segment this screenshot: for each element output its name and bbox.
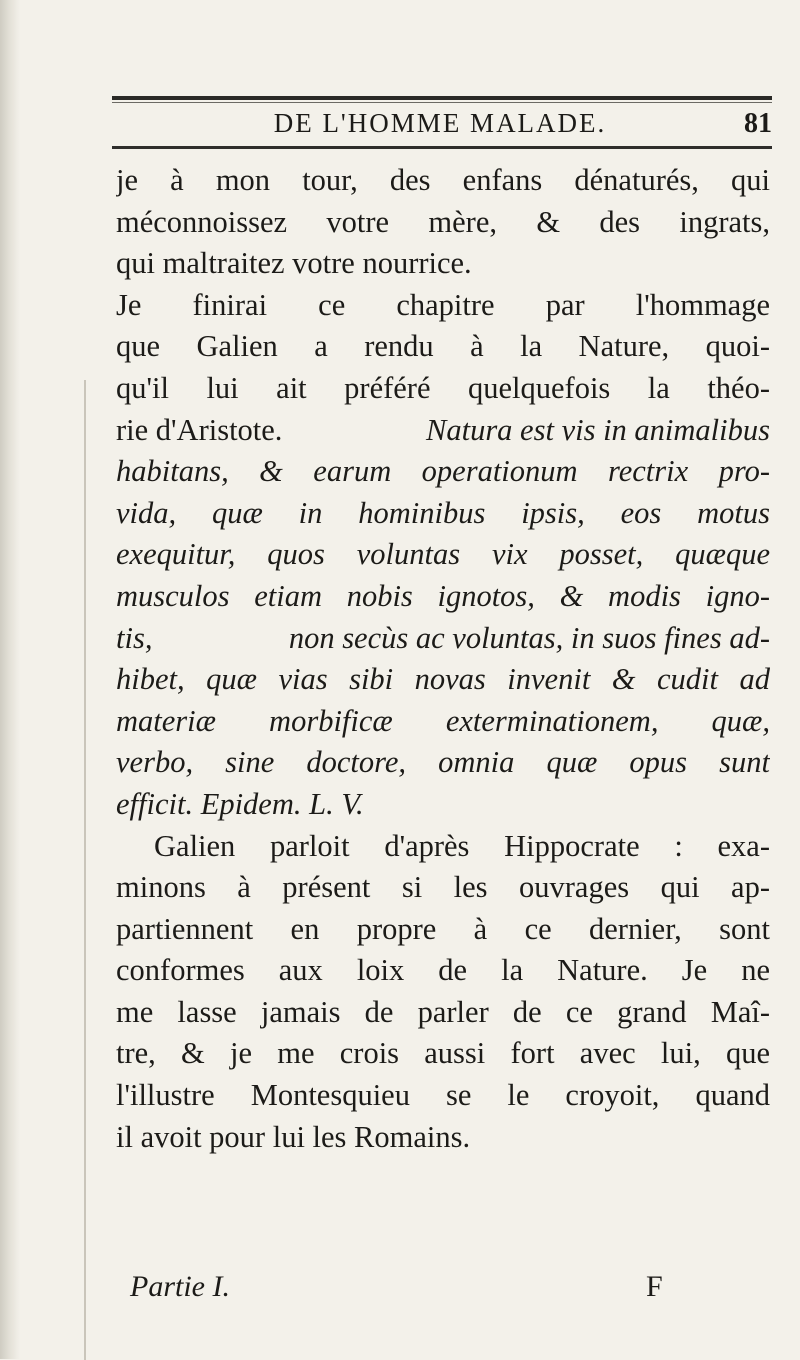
latin-quote-line: vida, quæ in hominibus ipsis, eos motus [116, 495, 770, 530]
text-line: Galien parloit d'après Hippocrate : exa- [154, 828, 770, 863]
text-line: tre, & je me crois aussi fort avec lui, que [116, 1036, 770, 1071]
signature-label: Partie I. [130, 1270, 230, 1303]
page-number: 81 [744, 108, 772, 139]
page-edge-line [84, 380, 86, 1360]
latin-quote-line: habitans, & earum operationum rectrix pro- [116, 454, 770, 489]
binding-shadow [0, 0, 20, 1359]
latin-quote-line: hibet, quæ vias sibi novas invenit & cudit ad [116, 662, 770, 697]
header-rule-thin [112, 102, 772, 103]
text-line: méconnoissez votre mère, & des ingrats, [116, 204, 770, 239]
text-line: me lasse jamais de parler de ce grand Maî- [116, 994, 770, 1029]
running-header [112, 108, 772, 148]
latin-quote-line: materiæ morbificæ exterminationem, quæ, [116, 703, 770, 738]
text-line: l'illustre Montesquieu se le croyoit, quand [116, 1078, 770, 1113]
text-line: minons à présent si les ouvrages qui ap- [116, 870, 770, 905]
text-run: non secùs ac voluntas, in suos fines ad- [288, 620, 770, 655]
latin-quote-line: musculos etiam nobis ignotos, & modis igno- [116, 578, 770, 613]
body-text [116, 160, 770, 1158]
text-line: partiennent en propre à ce dernier, sont [116, 911, 770, 946]
text-line: conformes aux loix de la Nature. Je ne [116, 953, 770, 988]
latin-quote-line [116, 618, 770, 660]
text-run: rie d'Aristote. [116, 412, 283, 447]
text-line: il avoit pour lui les Romains. [116, 1119, 471, 1154]
text-line: qui maltraitez votre nourrice. [116, 246, 472, 281]
latin-quote: Natura est vis in animalibus [426, 412, 770, 447]
page-footer [130, 1270, 690, 1310]
text-line [116, 410, 770, 452]
signature-mark: F [646, 1270, 663, 1303]
header-underline [112, 146, 772, 149]
running-title: DE L'HOMME MALADE. [273, 108, 607, 138]
text-line: qu'il lui ait préféré quelquefois la théo- [116, 370, 770, 405]
latin-quote-line: verbo, sine doctore, omnia quæ opus sunt [116, 745, 770, 780]
text-run: tis, [116, 620, 153, 655]
header-rule [112, 96, 772, 100]
text-line: je à mon tour, des enfans dénaturés, qui [116, 163, 770, 197]
text-line: que Galien a rendu à la Nature, quoi- [116, 329, 770, 364]
latin-quote-line: efficit. Epidem. L. V. [116, 786, 364, 821]
latin-quote-line: exequitur, quos voluntas vix posset, quæque [116, 537, 770, 572]
text-line: Je finirai ce chapitre par l'hommage [116, 287, 770, 322]
